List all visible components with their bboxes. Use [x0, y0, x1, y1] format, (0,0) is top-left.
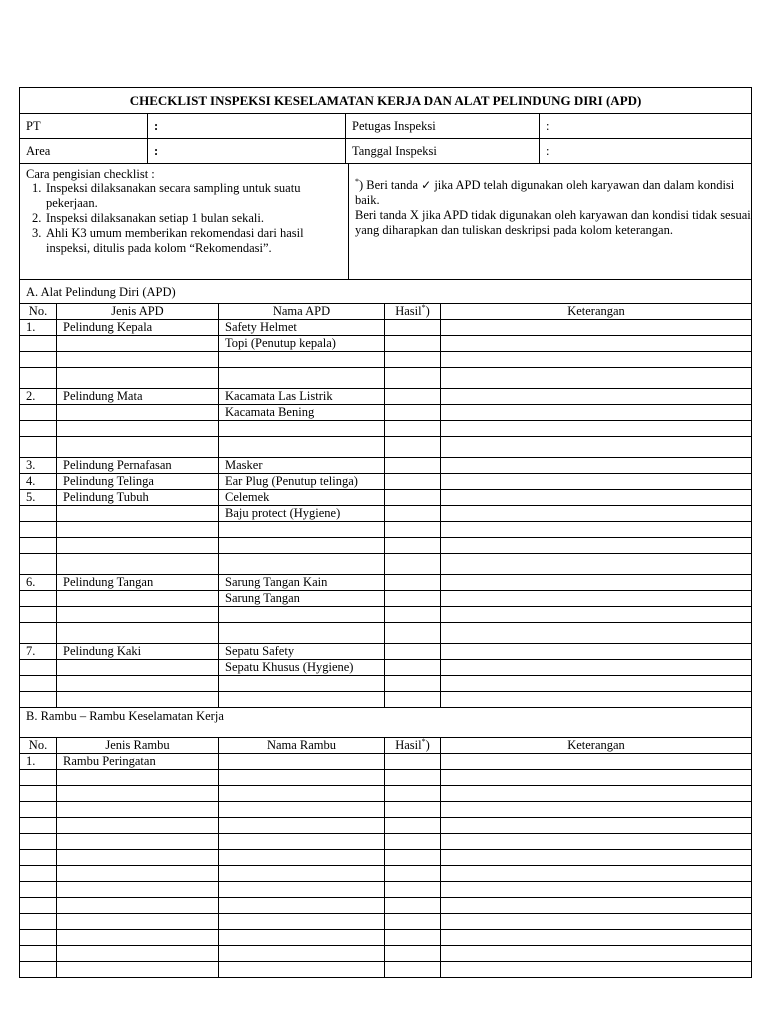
row-keterangan[interactable] — [441, 754, 752, 770]
row-nama — [219, 850, 385, 866]
row-nama: Sarung Tangan — [219, 591, 385, 607]
row-nama — [219, 754, 385, 770]
row-jenis — [57, 623, 219, 644]
document-title: CHECKLIST INSPEKSI KESELAMATAN KERJA DAN ALAT PELINDUNG DIRI (APD) — [20, 88, 752, 114]
row-nama: Kacamata Bening — [219, 405, 385, 421]
row-keterangan[interactable] — [441, 692, 752, 708]
row-hasil[interactable] — [385, 554, 441, 575]
row-hasil[interactable] — [385, 591, 441, 607]
row-no — [20, 898, 57, 914]
table-row — [20, 336, 752, 352]
row-nama — [219, 437, 385, 458]
table-row — [20, 770, 752, 786]
table-row — [20, 946, 752, 962]
row-hasil[interactable] — [385, 405, 441, 421]
row-jenis: Pelindung Kepala — [57, 320, 219, 336]
row-jenis: Pelindung Tubuh — [57, 490, 219, 506]
row-hasil[interactable] — [385, 962, 441, 978]
row-no: 6. — [20, 575, 57, 591]
area-field[interactable]: : — [148, 139, 346, 164]
checklist-form — [19, 87, 751, 978]
table-row — [20, 368, 752, 389]
row-hasil[interactable] — [385, 644, 441, 660]
tanggal-label: Tanggal Inspeksi — [346, 139, 540, 164]
row-no: 1. — [20, 754, 57, 770]
row-jenis — [57, 802, 219, 818]
tanggal-field[interactable]: : — [540, 139, 752, 164]
table-row — [20, 754, 752, 770]
row-hasil[interactable] — [385, 930, 441, 946]
row-nama: Kacamata Las Listrik — [219, 389, 385, 405]
row-hasil[interactable] — [385, 336, 441, 352]
row-jenis — [57, 554, 219, 575]
row-keterangan[interactable] — [441, 770, 752, 786]
row-jenis — [57, 591, 219, 607]
row-hasil[interactable] — [385, 834, 441, 850]
row-keterangan[interactable] — [441, 914, 752, 930]
row-hasil[interactable] — [385, 607, 441, 623]
row-hasil[interactable] — [385, 802, 441, 818]
row-no — [20, 882, 57, 898]
row-keterangan[interactable] — [441, 802, 752, 818]
row-keterangan[interactable] — [441, 882, 752, 898]
row-nama: Masker — [219, 458, 385, 474]
table-row — [20, 644, 752, 660]
row-keterangan[interactable] — [441, 490, 752, 506]
instructions-heading: Cara pengisian checklist : — [26, 167, 155, 181]
row-no — [20, 946, 57, 962]
row-jenis — [57, 866, 219, 882]
info-table — [19, 114, 752, 164]
row-jenis — [57, 522, 219, 538]
table-row — [20, 930, 752, 946]
row-no — [20, 914, 57, 930]
row-jenis — [57, 882, 219, 898]
table-row — [20, 692, 752, 708]
header-table — [19, 87, 752, 114]
row-jenis — [57, 607, 219, 623]
instructions-left — [20, 164, 349, 280]
col-no: No. — [20, 738, 57, 754]
table-row — [20, 660, 752, 676]
row-hasil[interactable] — [385, 754, 441, 770]
row-hasil[interactable] — [385, 818, 441, 834]
row-hasil[interactable] — [385, 320, 441, 336]
row-hasil[interactable] — [385, 490, 441, 506]
table-row — [20, 834, 752, 850]
table-row — [20, 458, 752, 474]
note-check: *) Beri tanda ✓ jika APD telah digunakan oleh karyawan dan dalam kondisi baik. — [355, 176, 735, 207]
row-no — [20, 405, 57, 421]
table-row — [20, 850, 752, 866]
row-no — [20, 368, 57, 389]
note-cross: Beri tanda X jika APD tidak digunakan oleh karyawan dan kondisi tidak sesuai yang diharapkan dan tuliskan deskripsi pada kolom keterangan. — [355, 208, 751, 237]
row-hasil[interactable] — [385, 575, 441, 591]
row-jenis — [57, 850, 219, 866]
row-no — [20, 786, 57, 802]
row-keterangan[interactable] — [441, 898, 752, 914]
row-nama — [219, 554, 385, 575]
row-keterangan[interactable] — [441, 786, 752, 802]
row-jenis — [57, 930, 219, 946]
row-nama — [219, 802, 385, 818]
row-nama — [219, 818, 385, 834]
table-row — [20, 389, 752, 405]
row-hasil[interactable] — [385, 914, 441, 930]
rambu-table — [19, 708, 752, 978]
row-hasil[interactable] — [385, 368, 441, 389]
apd-table — [19, 280, 752, 708]
row-hasil[interactable] — [385, 522, 441, 538]
table-row — [20, 962, 752, 978]
row-jenis: Pelindung Mata — [57, 389, 219, 405]
row-keterangan[interactable] — [441, 591, 752, 607]
row-keterangan[interactable] — [441, 336, 752, 352]
row-jenis — [57, 692, 219, 708]
col-keterangan: Keterangan — [441, 304, 752, 320]
row-hasil[interactable] — [385, 437, 441, 458]
row-nama — [219, 522, 385, 538]
instructions-table — [19, 164, 752, 280]
row-no: 5. — [20, 490, 57, 506]
table-row — [20, 786, 752, 802]
row-no — [20, 818, 57, 834]
row-no — [20, 421, 57, 437]
row-hasil[interactable] — [385, 882, 441, 898]
row-jenis — [57, 506, 219, 522]
row-keterangan[interactable] — [441, 522, 752, 538]
row-no: 3. — [20, 458, 57, 474]
petugas-field[interactable]: : — [540, 114, 752, 139]
row-nama — [219, 352, 385, 368]
row-no — [20, 692, 57, 708]
pt-label: PT — [20, 114, 148, 139]
table-row — [20, 898, 752, 914]
row-nama: Baju protect (Hygiene) — [219, 506, 385, 522]
row-no — [20, 866, 57, 882]
row-nama: Celemek — [219, 490, 385, 506]
row-hasil[interactable] — [385, 506, 441, 522]
table-row — [20, 474, 752, 490]
row-keterangan[interactable] — [441, 818, 752, 834]
row-jenis — [57, 538, 219, 554]
row-no — [20, 554, 57, 575]
row-hasil[interactable] — [385, 474, 441, 490]
col-nama-apd: Nama APD — [219, 304, 385, 320]
table-row — [20, 882, 752, 898]
row-no — [20, 607, 57, 623]
checkmark-icon: ✓ — [421, 178, 432, 192]
col-jenis-apd: Jenis APD — [57, 304, 219, 320]
row-jenis — [57, 368, 219, 389]
table-row — [20, 320, 752, 336]
row-hasil[interactable] — [385, 352, 441, 368]
row-keterangan[interactable] — [441, 676, 752, 692]
row-nama — [219, 930, 385, 946]
section-b-title: B. Rambu – Rambu Keselamatan Kerja — [20, 708, 752, 738]
row-nama — [219, 538, 385, 554]
col-hasil: Hasil*) — [385, 738, 441, 754]
row-no — [20, 623, 57, 644]
row-nama — [219, 946, 385, 962]
col-keterangan: Keterangan — [441, 738, 752, 754]
row-no — [20, 352, 57, 368]
row-keterangan[interactable] — [441, 554, 752, 575]
row-no — [20, 770, 57, 786]
row-no — [20, 336, 57, 352]
row-jenis — [57, 352, 219, 368]
row-nama — [219, 623, 385, 644]
row-keterangan[interactable] — [441, 607, 752, 623]
row-keterangan[interactable] — [441, 389, 752, 405]
area-label: Area — [20, 139, 148, 164]
pt-field[interactable]: : — [148, 114, 346, 139]
table-row — [20, 437, 752, 458]
row-jenis — [57, 676, 219, 692]
row-hasil[interactable] — [385, 770, 441, 786]
row-no — [20, 437, 57, 458]
instruction-item: 3. Ahli K3 umum memberikan rekomendasi dari hasil inspeksi, ditulis pada kolom “Rekomendasi”. — [32, 226, 304, 255]
row-no — [20, 834, 57, 850]
row-keterangan[interactable] — [441, 320, 752, 336]
row-hasil[interactable] — [385, 866, 441, 882]
row-no — [20, 930, 57, 946]
row-jenis — [57, 786, 219, 802]
row-keterangan[interactable] — [441, 644, 752, 660]
row-keterangan[interactable] — [441, 930, 752, 946]
row-jenis — [57, 770, 219, 786]
table-row — [20, 352, 752, 368]
table-row — [20, 607, 752, 623]
row-keterangan[interactable] — [441, 458, 752, 474]
section-a-title: A. Alat Pelindung Diri (APD) — [20, 280, 752, 304]
row-no: 4. — [20, 474, 57, 490]
row-keterangan[interactable] — [441, 421, 752, 437]
row-jenis — [57, 405, 219, 421]
table-row — [20, 522, 752, 538]
row-keterangan[interactable] — [441, 962, 752, 978]
row-keterangan[interactable] — [441, 575, 752, 591]
row-keterangan[interactable] — [441, 506, 752, 522]
row-keterangan[interactable] — [441, 850, 752, 866]
row-keterangan[interactable] — [441, 623, 752, 644]
row-nama — [219, 866, 385, 882]
row-hasil[interactable] — [385, 850, 441, 866]
row-nama — [219, 786, 385, 802]
table-row — [20, 554, 752, 575]
row-hasil[interactable] — [385, 538, 441, 554]
row-jenis: Rambu Peringatan — [57, 754, 219, 770]
table-row — [20, 914, 752, 930]
row-jenis: Pelindung Telinga — [57, 474, 219, 490]
instructions-right — [349, 164, 752, 280]
row-nama — [219, 898, 385, 914]
row-hasil[interactable] — [385, 458, 441, 474]
row-jenis: Pelindung Pernafasan — [57, 458, 219, 474]
row-nama — [219, 882, 385, 898]
row-nama: Topi (Penutup kepala) — [219, 336, 385, 352]
table-row — [20, 676, 752, 692]
row-keterangan[interactable] — [441, 946, 752, 962]
row-no — [20, 506, 57, 522]
row-no — [20, 538, 57, 554]
row-nama: Sarung Tangan Kain — [219, 575, 385, 591]
row-nama — [219, 692, 385, 708]
row-jenis — [57, 437, 219, 458]
row-keterangan[interactable] — [441, 405, 752, 421]
row-hasil[interactable] — [385, 421, 441, 437]
row-jenis — [57, 660, 219, 676]
row-keterangan[interactable] — [441, 538, 752, 554]
instructions-list — [26, 181, 348, 256]
row-jenis — [57, 898, 219, 914]
row-keterangan[interactable] — [441, 834, 752, 850]
row-nama: Sepatu Khusus (Hygiene) — [219, 660, 385, 676]
row-hasil[interactable] — [385, 692, 441, 708]
row-nama — [219, 914, 385, 930]
row-no: 7. — [20, 644, 57, 660]
table-row — [20, 575, 752, 591]
table-row — [20, 818, 752, 834]
row-keterangan[interactable] — [441, 660, 752, 676]
table-row — [20, 405, 752, 421]
table-row — [20, 802, 752, 818]
row-hasil[interactable] — [385, 623, 441, 644]
row-hasil[interactable] — [385, 676, 441, 692]
row-keterangan[interactable] — [441, 474, 752, 490]
col-jenis-rambu: Jenis Rambu — [57, 738, 219, 754]
row-nama — [219, 676, 385, 692]
table-row — [20, 591, 752, 607]
row-nama — [219, 834, 385, 850]
row-hasil[interactable] — [385, 786, 441, 802]
row-hasil[interactable] — [385, 946, 441, 962]
row-hasil[interactable] — [385, 898, 441, 914]
row-no — [20, 802, 57, 818]
col-no: No. — [20, 304, 57, 320]
row-hasil[interactable] — [385, 660, 441, 676]
petugas-label: Petugas Inspeksi — [346, 114, 540, 139]
row-no — [20, 962, 57, 978]
col-nama-rambu: Nama Rambu — [219, 738, 385, 754]
row-keterangan[interactable] — [441, 368, 752, 389]
row-jenis — [57, 818, 219, 834]
instruction-item: 1. Inspeksi dilaksanakan secara sampling untuk suatu pekerjaan. — [32, 181, 301, 210]
row-no — [20, 522, 57, 538]
row-hasil[interactable] — [385, 389, 441, 405]
row-jenis: Pelindung Tangan — [57, 575, 219, 591]
row-no — [20, 850, 57, 866]
table-row — [20, 538, 752, 554]
row-nama: Sepatu Safety — [219, 644, 385, 660]
row-keterangan[interactable] — [441, 437, 752, 458]
table-row — [20, 421, 752, 437]
row-nama: Safety Helmet — [219, 320, 385, 336]
row-nama — [219, 962, 385, 978]
col-hasil: Hasil*) — [385, 304, 441, 320]
row-nama — [219, 421, 385, 437]
row-no — [20, 660, 57, 676]
row-jenis — [57, 946, 219, 962]
row-keterangan[interactable] — [441, 352, 752, 368]
row-jenis — [57, 914, 219, 930]
row-jenis — [57, 421, 219, 437]
table-row — [20, 506, 752, 522]
table-row — [20, 623, 752, 644]
row-keterangan[interactable] — [441, 866, 752, 882]
row-jenis — [57, 962, 219, 978]
row-jenis — [57, 336, 219, 352]
instruction-item: 2. Inspeksi dilaksanakan setiap 1 bulan sekali. — [32, 211, 264, 225]
row-no — [20, 676, 57, 692]
row-jenis: Pelindung Kaki — [57, 644, 219, 660]
table-row — [20, 866, 752, 882]
row-nama — [219, 368, 385, 389]
row-no: 2. — [20, 389, 57, 405]
row-nama: Ear Plug (Penutup telinga) — [219, 474, 385, 490]
row-nama — [219, 607, 385, 623]
table-row — [20, 490, 752, 506]
row-nama — [219, 770, 385, 786]
row-jenis — [57, 834, 219, 850]
row-no — [20, 591, 57, 607]
row-no: 1. — [20, 320, 57, 336]
